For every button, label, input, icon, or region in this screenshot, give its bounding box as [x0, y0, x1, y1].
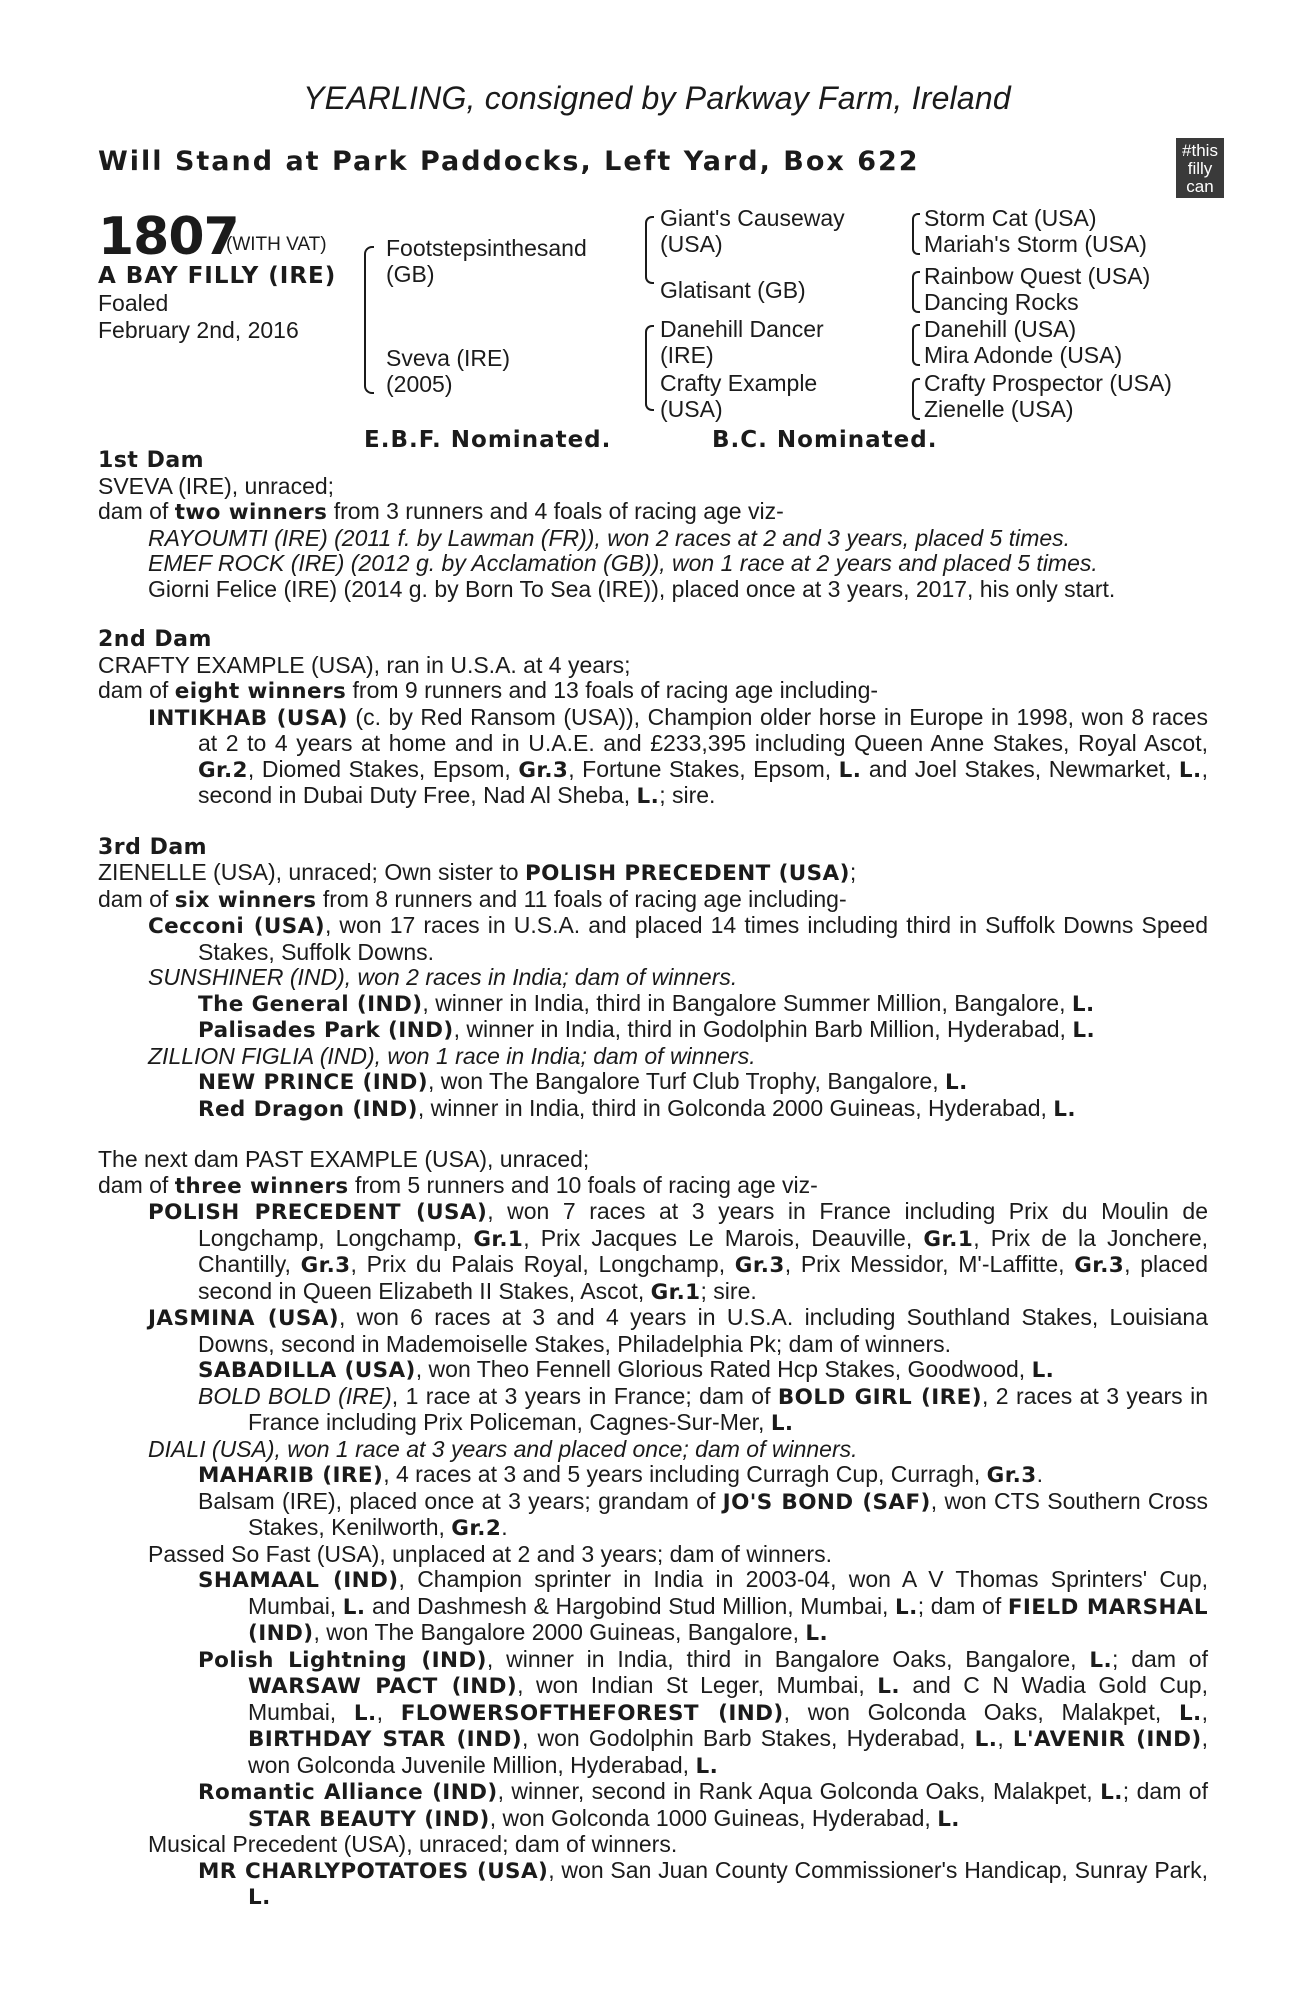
- produce-entry: Palisades Park (IND), winner in India, third in Godolphin Barb Million, Hyderabad, L.: [198, 1016, 1096, 1043]
- ancestor-name: Mira Adonde (USA): [924, 342, 1123, 368]
- dam-name: Sveva (IRE): [386, 345, 510, 371]
- hashtag-badge: [1176, 138, 1224, 198]
- produce-entry: INTIKHAB (USA) (c. by Red Ransom (USA)), Champion older horse in Europe in 1998, won 8 races at 2 to 4 years at home and in U.A.E. and £233,395 including Queen Anne Stakes, Royal Ascot, Gr.2, Diomed Stakes, Epsom, Gr.3, Fortune Stakes, Epsom, L. and Joel Stakes, Newmarket, L., second in Dubai Duty Free, Nad Al Sheba, L.; sire.: [148, 703, 1208, 809]
- bc-nominated: B.C. Nominated.: [712, 427, 938, 453]
- pedigree-brace: [912, 271, 920, 313]
- sire: [386, 235, 587, 287]
- produce-entry: The General (IND), winner in India, third in Bangalore Summer Million, Bangalore, L.: [198, 989, 1095, 1017]
- sire-origin: (GB): [386, 261, 435, 287]
- sire-sire-name: Giant's Causeway: [660, 205, 845, 231]
- granddam-group-2: [924, 263, 1150, 315]
- sire-name: Footstepsinthesand: [386, 235, 587, 261]
- granddam-group-1: [924, 205, 1147, 257]
- pedigree-brace: [912, 324, 920, 366]
- produce-entry: Romantic Alliance (IND), winner, second in Rank Aqua Golconda Oaks, Malakpet, L.; dam of STAR BEAUTY (IND), won Golconda 1000 Guineas, Hyderabad, L.: [198, 1778, 1208, 1832]
- dam-sire: [660, 316, 824, 368]
- produce-entry: Red Dragon (IND), winner in India, third in Golconda 2000 Guineas, Hyderabad, L.: [198, 1094, 1076, 1122]
- produce-entry: Cecconi (USA), won 17 races in U.S.A. and placed 14 times including third in Suffolk Downs Speed Stakes, Suffolk Downs.: [148, 912, 1209, 965]
- badge-line: can: [1186, 177, 1214, 196]
- produce-entry: SHAMAAL (IND), Champion sprinter in India in 2003-04, won A V Thomas Sprinters' Cup, Mumbai, L. and Dashmesh & Hargobind Stud Million, Mumbai, L.; dam of FIELD MARSHAL (IND), won The Bangalore 2000 Guineas, Bangalore, L.: [198, 1566, 1209, 1646]
- produce-entry: NEW PRINCE (IND), won The Bangalore Turf Club Trophy, Bangalore, L.: [198, 1068, 968, 1095]
- pedigree-brace: [645, 216, 654, 284]
- pedigree-brace: [364, 246, 374, 394]
- ebf-nominated: E.B.F. Nominated.: [364, 427, 612, 453]
- produce-record: [98, 448, 1208, 1911]
- foaled-date: February 2nd, 2016: [98, 317, 299, 343]
- sire-dam: Glatisant (GB): [660, 277, 806, 303]
- lot-number: 1807: [98, 207, 239, 267]
- sire-sire-origin: (USA): [660, 231, 723, 257]
- third-dam-heading: 3rd Dam: [98, 834, 208, 860]
- produce-entry: ZILLION FIGLIA (IND), won 1 race in India; dam of winners.: [148, 1042, 756, 1069]
- second-dam-summary: dam of eight winners from 9 runners and 13 foals of racing age including-: [98, 677, 879, 704]
- produce-entry: SUNSHINER (IND), won 2 races in India; dam of winners.: [148, 964, 738, 990]
- foaled-info: [98, 290, 299, 344]
- produce-entry: Musical Precedent (USA), unraced; dam of winners.: [148, 1831, 678, 1857]
- second-dam-line: CRAFTY EXAMPLE (USA), ran in U.S.A. at 4 years;: [98, 651, 631, 678]
- foaled-label: Foaled: [98, 290, 169, 316]
- produce-entry: Giorni Felice (IRE) (2014 g. by Born To Sea (IRE)), placed once at 3 years, 2017, his only start.: [148, 575, 1116, 602]
- produce-entry: BOLD BOLD (IRE), 1 race at 3 years in France; dam of BOLD GIRL (IRE), 2 races at 3 years in France including Prix Policeman, Cagnes-Sur-Mer, L.: [198, 1382, 1208, 1436]
- produce-entry: Passed So Fast (USA), unplaced at 2 and 3 years; dam of winners.: [148, 1540, 832, 1567]
- produce-entry: SABADILLA (USA), won Theo Fennell Glorious Rated Hcp Stakes, Goodwood, L.: [198, 1356, 1055, 1383]
- third-dam-line: ZIENELLE (USA), unraced; Own sister to POLISH PRECEDENT (USA);: [98, 859, 857, 886]
- first-dam-heading: 1st Dam: [98, 448, 205, 473]
- ancestor-name: Dancing Rocks: [924, 289, 1079, 315]
- produce-entry: Balsam (IRE), placed once at 3 years; grandam of JO'S BOND (SAF), won CTS Southern Cross Stakes, Kenilworth, Gr.2.: [198, 1487, 1208, 1541]
- produce-entry: EMEF ROCK (IRE) (2012 g. by Acclamation (GB)), won 1 race at 2 years and placed 5 times.: [148, 550, 1098, 576]
- produce-entry: MAHARIB (IRE), 4 races at 3 and 5 years including Curragh Cup, Curragh, Gr.3.: [198, 1461, 1043, 1488]
- ancestor-name: Danehill (USA): [924, 316, 1077, 342]
- badge-line: filly: [1187, 159, 1213, 178]
- dam-sire-origin: (IRE): [660, 342, 714, 368]
- produce-entry: JASMINA (USA), won 6 races at 3 and 4 years in U.S.A. including Southland Stakes, Louisiana Downs, second in Mademoiselle Stakes, Philadelphia Pk; dam of winners.: [148, 1304, 1209, 1357]
- dam-dam: [660, 370, 817, 422]
- produce-entry: POLISH PRECEDENT (USA), won 7 races at 3 years in France including Prix du Moulin de Longchamp, Longchamp, Gr.1, Prix Jacques Le Marois, Deauville, Gr.1, Prix de la Jonchere, Chantilly, Gr.3, Prix du Palais Royal, Longchamp, Gr.3, Prix Messidor, M'-Laffitte, Gr.3, placed second in Queen Elizabeth II Stakes, Ascot, Gr.1; sire.: [148, 1198, 1208, 1305]
- second-dam-heading: 2nd Dam: [98, 627, 212, 652]
- ancestor-name: Crafty Prospector (USA): [924, 370, 1172, 396]
- dam: [386, 345, 510, 397]
- stand-location: Will Stand at Park Paddocks, Left Yard, Box 622: [98, 146, 920, 177]
- dam-sire-name: Danehill Dancer: [660, 316, 824, 342]
- produce-entry: DIALI (USA), won 1 race at 3 years and placed once; dam of winners.: [148, 1435, 858, 1462]
- ancestor-name: Mariah's Storm (USA): [924, 231, 1147, 257]
- first-dam-summary: dam of two winners from 3 runners and 4 foals of racing age viz-: [98, 498, 784, 525]
- granddam-group-3: [924, 316, 1122, 368]
- dam-dam-name: Crafty Example: [660, 370, 818, 396]
- pedigree-brace: [645, 325, 654, 411]
- third-dam-summary: dam of six winners from 8 runners and 11 foals of racing age including-: [98, 885, 847, 913]
- dam-dam-origin: (USA): [660, 396, 723, 422]
- ancestor-name: Storm Cat (USA): [924, 205, 1097, 231]
- granddam-group-4: [924, 370, 1172, 422]
- pedigree-brace: [912, 378, 920, 420]
- pedigree-brace: [912, 213, 920, 255]
- sire-sire: [660, 205, 845, 257]
- produce-entry: MR CHARLYPOTATOES (USA), won San Juan County Commissioner's Handicap, Sunray Park, L.: [198, 1856, 1208, 1910]
- ancestor-name: Zienelle (USA): [924, 396, 1074, 422]
- ancestor-name: Rainbow Quest (USA): [924, 263, 1151, 289]
- produce-entry: RAYOUMTI (IRE) (2011 f. by Lawman (FR)), won 2 races at 2 and 3 years, placed 5 times.: [148, 524, 1071, 551]
- catalogue-heading: YEARLING, consigned by Parkway Farm, Ireland: [303, 80, 1011, 116]
- fourth-dam-line: The next dam PAST EXAMPLE (USA), unraced;: [98, 1146, 590, 1172]
- vat-note: (WITH VAT): [226, 234, 327, 255]
- first-dam-line: SVEVA (IRE), unraced;: [98, 472, 335, 499]
- dam-year: (2005): [386, 371, 453, 397]
- badge-line: #this: [1182, 141, 1218, 160]
- fourth-dam-summary: dam of three winners from 5 runners and 10 foals of racing age viz-: [98, 1171, 818, 1199]
- horse-name: A BAY FILLY (IRE): [98, 263, 337, 289]
- produce-entry: Polish Lightning (IND), winner in India, third in Bangalore Oaks, Bangalore, L.; dam of WARSAW PACT (IND), won Indian St Leger, Mumbai, L. and C N Wadia Gold Cup, Mumbai, L., FLOWERSOFTHEFOREST (IND), won Golconda Oaks, Malakpet, L., BIRTHDAY STAR (IND), won Godolphin Barb Stakes, Hyderabad, L., L'AVENIR (IND), won Golconda Juvenile Million, Hyderabad, L.: [198, 1645, 1209, 1779]
